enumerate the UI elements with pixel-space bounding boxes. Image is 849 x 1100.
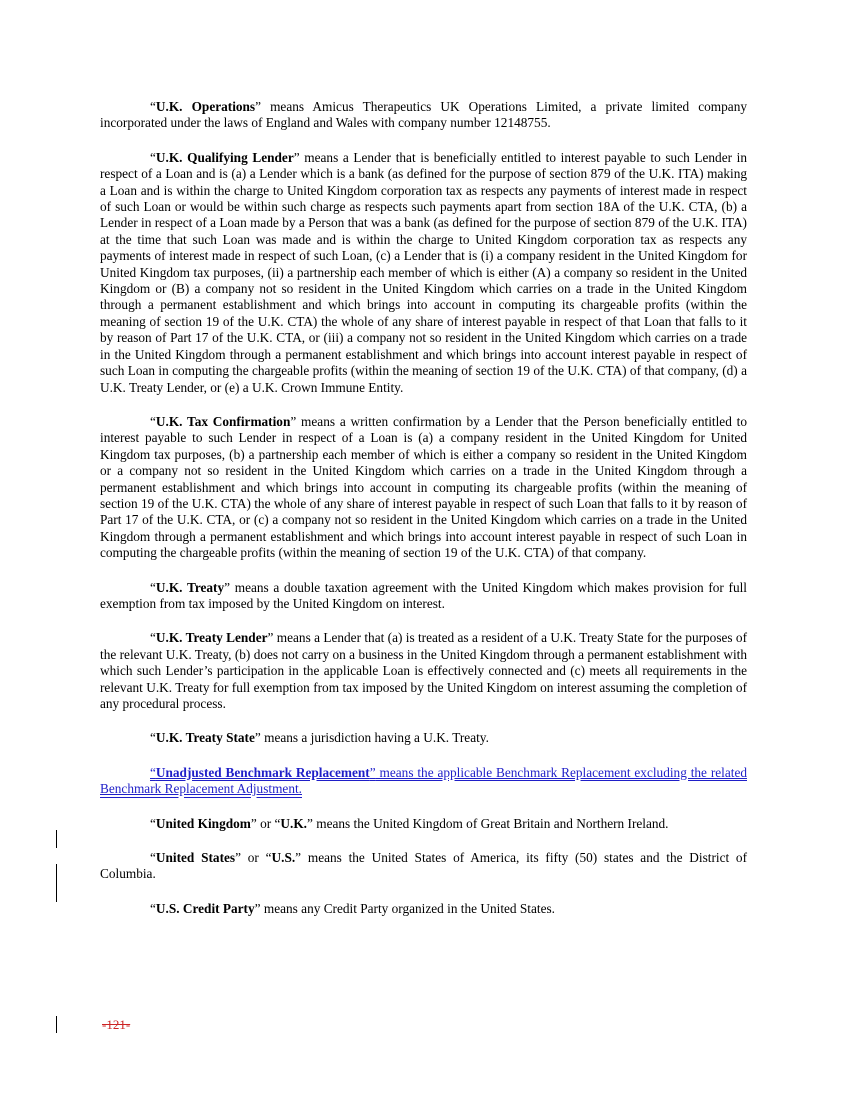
defined-term-abbreviation: U.S. xyxy=(271,850,296,866)
definition-uk-treaty-lender: “U.K. Treaty Lender” means a Lender that (a) is treated as a resident of a U.K. Treaty State for the purposes of the relevant U.K. Treaty, (b) does not carry on a business in the United Kingdom through a permanent establishment with which such Lender’s participation in the applicable Loan is effectively connected and (c) meets all requirements in the relevant U.K. Treaty for full exemption from tax imposed by the United Kingdom on interest assuming the completion of any procedural process. xyxy=(100,630,747,711)
revision-change-bar xyxy=(56,864,57,902)
definition-united-kingdom: “United Kingdom” or “U.K.” means the United Kingdom of Great Britain and Northern Ireland. xyxy=(150,815,669,831)
definition-uk-operations: “U.K. Operations” means Amicus Therapeutics UK Operations Limited, a private limited company incorporated under the laws of England and Wales with company number 12148755. xyxy=(100,99,747,131)
definition-text: means a jurisdiction having a U.K. Treaty. xyxy=(260,730,489,746)
definition-text: means a Lender that (a) is treated as a resident of a U.K. Treaty State for the purposes of the relevant U.K. Treaty, (b) does not carry on a business in the United Kingdom through a permanent establishment with which such Lender’s participation in the applicable Loan is effectively connected and (c) meets all requirements in the relevant U.K. Treaty for full exemption from tax imposed by the United Kingdom on interest assuming the completion of any procedural process. xyxy=(100,630,747,711)
definition-uk-treaty-state: “U.K. Treaty State” means a jurisdiction having a U.K. Treaty. xyxy=(150,730,489,746)
definition-text: means any Credit Party organized in the United States. xyxy=(260,900,555,916)
definition-text: means the United States of America, its fifty (50) states and the District of Columbia. xyxy=(100,850,748,882)
revision-change-bar xyxy=(56,1016,57,1033)
defined-term: United Kingdom xyxy=(155,815,251,831)
definition-uk-treaty: “U.K. Treaty” means a double taxation agreement with the United Kingdom which makes provision for full exemption from tax imposed by the United Kingdom on interest. xyxy=(100,579,747,611)
defined-term: U.K. Treaty xyxy=(155,579,225,595)
defined-term: U.K. Operations xyxy=(155,99,256,114)
definition-text: means the applicable Benchmark Replacement excluding the related Benchmark Replacement Adjustment. xyxy=(100,764,747,797)
defined-term: Unadjusted Benchmark Replacement xyxy=(155,764,370,780)
definition-text: means Amicus Therapeutics UK Operations Limited, a private limited company incorporated under the laws of England and Wales with company number 12148755. xyxy=(100,99,747,131)
definition-united-states: “United States” or “U.S.” means the United States of America, its fifty (50) states and the District of Columbia. xyxy=(100,850,748,882)
page-number: -121- xyxy=(102,1017,131,1032)
revision-change-bar xyxy=(56,830,57,848)
definition-uk-qualifying-lender: “U.K. Qualifying Lender” means a Lender that is beneficially entitled to interest payable to such Lender in respect of a Loan and is (a) a Lender which is a bank (as defined for the purpose of section 879 of the U.K. ITA) making a Loan and is within the charge to United Kingdom corporation tax as respects any payments of interest made in respect of such Loan or would be within such charge as respects such payments apart from section 18A of the U.K. CTA, (b) a Lender in respect of a Loan made by a Person that was a bank (as defined for the purpose of section 879 of the U.K. ITA) at the time that such Loan was made and is within the charge to United Kingdom corporation tax as respects any payments of interest made in respect of such Loan, (c) a Lender that is (i) a company resident in the United Kingdom for United Kingdom tax purposes, (ii) a partnership each member of which is either (A) a company so resident in the United Kingdom or (B) a company not so resident in the United Kingdom which carries on a trade in the United Kingdom through a permanent establishment and which brings into account in computing its chargeable profits (within the meaning of section 19 of the U.K. CTA) the whole of any share of interest payable in respect of that Loan that falls to it by reason of Part 17 of the U.K. CTA, or (iii) a company not so resident in the United Kingdom which carries on a trade in the United Kingdom through a permanent establishment and which brings into account interest payable in respect of such Loan in computing the chargeable profits (within the meaning of section 19 of the U.K. CTA) of that company, (d) a U.K. Treaty Lender, or (e) a U.K. Crown Immune Entity. xyxy=(100,149,747,395)
definition-text: means the United Kingdom of Great Britain and Northern Ireland. xyxy=(312,815,669,831)
definition-text: means a Lender that is beneficially entitled to interest payable to such Lender in respect of a Loan and is (a) a Lender which is a bank (as defined for the purpose of section 879 of the U.K. ITA) making a Loan and is within the charge to United Kingdom corporation tax as respects any payments of interest made in respect of such Loan or would be within such charge as respects such payments apart from section 18A of the U.K. CTA, (b) a Lender in respect of a Loan made by a Person that was a bank (as defined for the purpose of section 879 of the U.K. ITA) at the time that such Loan was made and is within the charge to United Kingdom corporation tax as respects any payments of interest made in respect of such Loan, (c) a Lender that is (i) a company resident in the United Kingdom for United Kingdom tax purposes, (ii) a partnership each member of which is either (A) a company so resident in the United Kingdom or (B) a company not so resident in the United Kingdom which carries on a trade in the United Kingdom through a permanent establishment and which brings into account in computing its chargeable profits (within the meaning of section 19 of the U.K. CTA) the whole of any share of interest payable in respect of that Loan that falls to it by reason of Part 17 of the U.K. CTA, or (iii) a company not so resident in the United Kingdom which carries on a trade in the United Kingdom through a permanent establishment and which brings into account interest payable in respect of such Loan in computing the chargeable profits (within the meaning of section 19 of the U.K. CTA) of that company, (d) a U.K. Treaty Lender, or (e) a U.K. Crown Immune Entity. xyxy=(100,149,747,395)
document-page xyxy=(100,99,747,935)
definition-uk-tax-confirmation: “U.K. Tax Confirmation” means a written confirmation by a Lender that the Person beneficially entitled to interest payable to such Lender in respect of a Loan is (a) a company resident in the United Kingdom for United Kingdom tax purposes, (b) a partnership each member of which is either a company so resident in the United Kingdom or a company not so resident in the United Kingdom which carries on a trade in the United Kingdom through a permanent establishment and which brings into account in computing its chargeable profits (within the meaning of section 19 of the U.K. CTA) the whole of any share of interest payable in respect of such Loan that falls to it by reason of Part 17 of the U.K. CTA, or (c) a company not so resident in the United Kingdom which carries on a trade in the United Kingdom through a permanent establishment and which brings into account interest payable in respect of such Loan in computing the chargeable profits (within the meaning of section 19 of the U.K. CTA) of that company. xyxy=(100,413,747,561)
defined-term-abbreviation: U.K. xyxy=(280,815,308,831)
defined-term: U.K. Treaty State xyxy=(155,730,255,746)
defined-term: U.S. Credit Party xyxy=(155,900,255,916)
definition-unadjusted-benchmark-replacement: “Unadjusted Benchmark Replacement” means the applicable Benchmark Replacement excluding the related Benchmark Replacement Adjustment. xyxy=(100,764,747,797)
defined-term: U.K. Tax Confirmation xyxy=(155,413,291,429)
defined-term: U.K. Qualifying Lender xyxy=(155,149,294,165)
definition-text: means a written confirmation by a Lender that the Person beneficially entitled to interest payable to such Lender in respect of a Loan is (a) a company resident in the United Kingdom for United Kingdom tax purposes, (b) a partnership each member of which is either a company so resident in the United Kingdom or a company not so resident in the United Kingdom which carries on a trade in the United Kingdom through a permanent establishment and which brings into account in computing its chargeable profits (within the meaning of section 19 of the U.K. CTA) the whole of any share of interest payable in respect of such Loan that falls to it by reason of Part 17 of the U.K. CTA, or (c) a company not so resident in the United Kingdom which carries on a trade in the United Kingdom through a permanent establishment and which brings into account interest payable in respect of such Loan in computing the chargeable profits (within the meaning of section 19 of the U.K. CTA) of that company. xyxy=(100,413,747,561)
definition-us-credit-party: “U.S. Credit Party” means any Credit Party organized in the United States. xyxy=(150,900,555,916)
defined-term: United States xyxy=(155,850,236,866)
definition-text: means a double taxation agreement with the United Kingdom which makes provision for full exemption from tax imposed by the United Kingdom on interest. xyxy=(100,579,747,611)
defined-term: U.K. Treaty Lender xyxy=(155,630,268,646)
